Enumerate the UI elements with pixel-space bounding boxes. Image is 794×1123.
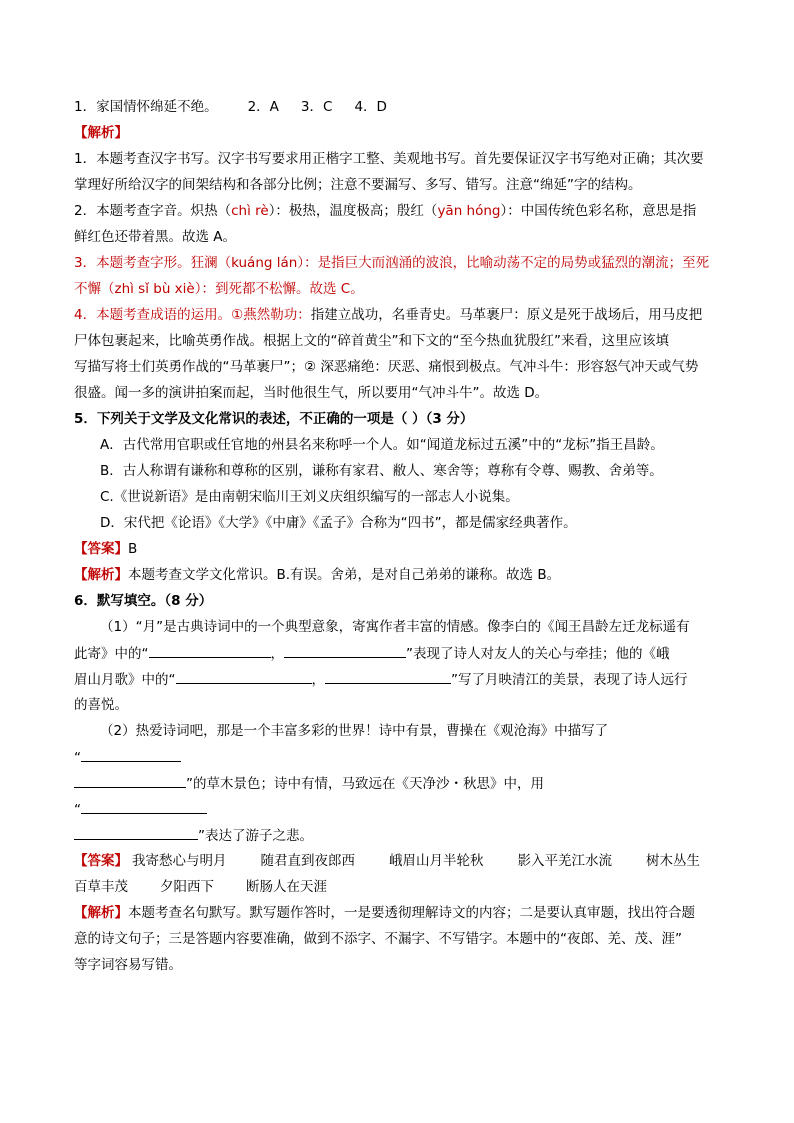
answer-item: 随君直到夜郎西 — [260, 853, 355, 869]
pinyin-zhisibuxie: zhì sǐ bù xiè — [114, 281, 195, 297]
question-6-part-1-line-4: 的喜悦。 — [74, 697, 128, 713]
question-5-option-c: C.《世说新语》是由南朝宋临川王刘义庆组织编写的一部志人小说集。 — [100, 489, 519, 505]
question-6-jiexi-line-2: 意的诗文句子；三是答题内容要准确，做到不添字、不漏字、不写错字。本题中的“夜郎、羌、茂、涯” — [74, 931, 682, 947]
answers-q1-4 — [74, 96, 724, 119]
answer-item: 夕阳西下 — [160, 879, 214, 895]
question-6-part-1-line-3: 眉山月歌》中的“ ， ”写了月映清江的美景，表现了诗人远行 — [74, 668, 724, 691]
question-6-part-2-line-2: “ — [74, 746, 724, 769]
blank-4[interactable] — [325, 668, 451, 684]
answer-item: 断肠人在天涯 — [246, 879, 327, 895]
answer-4: 4．D — [354, 99, 387, 115]
pinyin-yanhong: yān hóng — [437, 203, 501, 219]
jiexi-1-line-2: 掌理好所给汉字的间架结构和各部分比例；注意不要漏写、多写、错写。注意“绵延”字的结构。 — [74, 177, 642, 193]
question-5-option-a: A．古代常用官职或任官地的州县名来称呼一个人。如“闻道龙标过五溪”中的“龙标”指王昌龄。 — [100, 437, 664, 453]
question-5-jiexi: 【解析】本题考查文学文化常识。B.有误。舍弟，是对自己弟弟的谦称。故选 B。 — [74, 567, 561, 583]
blank-8[interactable] — [74, 824, 198, 840]
question-6-part-2-line-5: ”表达了游子之悲。 — [74, 824, 724, 847]
question-5-option-b: B．古人称谓有谦称和尊称的区别，谦称有家君、敝人、寒舍等；尊称有令尊、赐教、舍弟等。 — [100, 463, 663, 479]
question-6-part-2-line-1: （2）热爱诗词吧，那是一个丰富多彩的世界！诗中有景，曹操在《观沧海》中描写了 — [100, 723, 609, 739]
jiexi-4-line-2: 尸体包裹起来，比喻英勇作战。根据上文的“碎首黄尘”和下文的“至今热血犹殷红”来看，这里应该填 — [74, 333, 669, 349]
question-5-answer-value: B — [128, 541, 138, 557]
blank-1[interactable] — [149, 642, 271, 658]
pinyin-chire: chì rè — [231, 203, 269, 219]
jiexi-1-line-1: 1．本题考查汉字书写。汉字书写要求用正楷字工整、美观地书写。首先要保证汉字书写绝对正确；其次要 — [74, 151, 704, 167]
answer-item: 树木丛生 — [646, 853, 700, 869]
jiexi-heading: 【解析】 — [74, 125, 128, 141]
question-6-answer-line-1: 【答案】 我寄愁心与明月 随君直到夜郎西 峨眉山月半轮秋 影入平羌江水流 树木丛生 — [74, 850, 724, 873]
answer-item: 影入平羌江水流 — [517, 853, 612, 869]
answer-3: 3．C — [300, 99, 333, 115]
jiexi-4-line-3: 写描写将士们英勇作战的“马革裹尸”；② 深恶痛绝：厌恶、痛恨到极点。气冲斗牛：形容怒气冲天或气势 — [74, 359, 699, 375]
jiexi-4-line-1: 4．本题考查成语的运用。①燕然勒功：指建立战功，名垂青史。马革裹尸：原义是死于战场后，用马皮把 — [74, 307, 703, 323]
question-6-jiexi-line-1: 【解析】本题考查名句默写。默写题作答时，一是要透彻理解诗文的内容；二是要认真审题，找出符合题 — [74, 905, 695, 921]
blank-6[interactable] — [74, 772, 186, 788]
jiexi-2-line-1: 2．本题考查字音。炽热（chì rè）：极热，温度极高；殷红（yān hóng）：中国传统色彩名称，意思是指 — [74, 203, 697, 219]
answer-1: 1．家国情怀绵延不绝。 — [74, 99, 218, 115]
answer-item: 峨眉山月半轮秋 — [389, 853, 484, 869]
jiexi-4-line-4: 很盛。闻一多的演讲拍案而起，当时他很生气，所以要用“气冲斗牛”。故选 D。 — [74, 385, 549, 401]
answer-label: 【答案】 — [74, 541, 128, 557]
question-5-option-d: D．宋代把《论语》《大学》《中庸》《孟子》合称为“四书”，都是儒家经典著作。 — [100, 515, 577, 531]
question-6-part-1-line-1: （1）“月”是古典诗词中的一个典型意象，寄寓作者丰富的情感。像李白的《闻王昌龄左迁龙标遥有 — [100, 619, 690, 635]
pinyin-kuanglan: kuáng lán — [231, 255, 298, 271]
question-6-part-2-line-3: ”的草木景色；诗中有情，马致远在《天净沙・秋思》中，用 — [74, 772, 724, 795]
question-5-stem: 5．下列关于文学及文化常识的表述，不正确的一项是（ ）（3 分） — [74, 411, 474, 427]
blank-5[interactable] — [81, 746, 181, 762]
answer-2: 2．A — [247, 99, 279, 115]
jiexi-3-line-2: 不懈（zhì sǐ bù xiè）：到死都不松懈。故选 C。 — [74, 281, 364, 297]
jiexi-2-line-2: 鲜红色还带着黑。故选 A。 — [74, 229, 237, 245]
question-6-part-1-line-2: 此寄》中的“ ， ”表现了诗人对友人的关心与牵挂；他的《峨 — [74, 642, 724, 665]
question-6-part-2-line-4: “ — [74, 798, 724, 821]
question-6-stem: 6．默写填空。（8 分） — [74, 593, 213, 609]
document-page — [74, 96, 724, 980]
blank-7[interactable] — [81, 798, 207, 814]
question-6-answer-line-2 — [74, 876, 724, 899]
jiexi-3-line-1: 3．本题考查字形。狂澜（kuáng lán）：是指巨大而汹涌的波浪，比喻动荡不定的局势或猛烈的潮流；至死 — [74, 255, 710, 271]
blank-3[interactable] — [176, 668, 312, 684]
blank-2[interactable] — [284, 642, 406, 658]
answer-item: 我寄愁心与明月 — [132, 853, 227, 869]
question-6-jiexi-line-3: 等字词容易写错。 — [74, 957, 182, 973]
answer-item: 百草丰茂 — [74, 879, 128, 895]
question-5-answer — [74, 538, 724, 561]
